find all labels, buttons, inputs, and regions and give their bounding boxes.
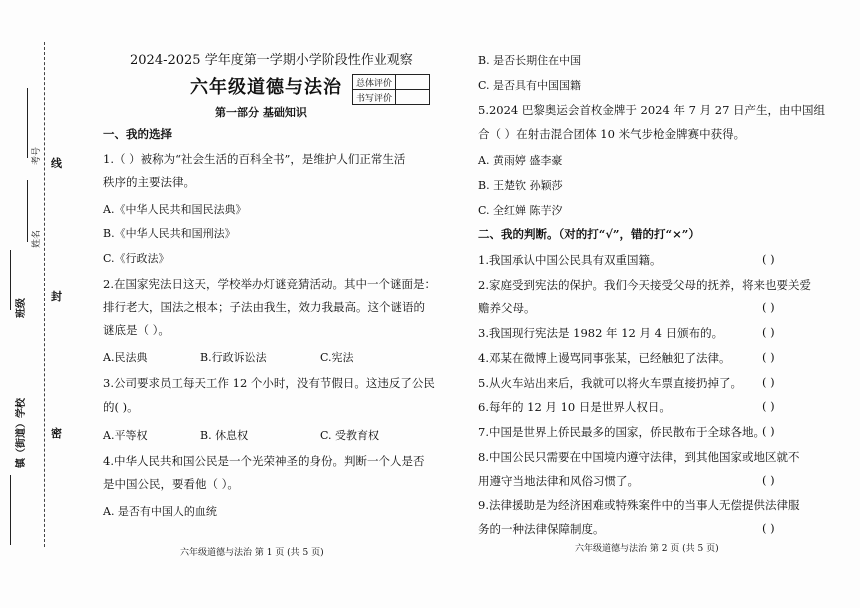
judge-1-text: 1.我国承认中国公民具有双重国籍。 <box>478 253 662 267</box>
seal-char-seal: 封 <box>51 290 62 303</box>
judge-8-paren[interactable]: ( ) <box>762 473 775 487</box>
q5-option-a: A. 黄雨婷 盛李豪 <box>478 154 563 167</box>
q3-option-a: A.平等权 <box>103 429 148 442</box>
q4-line2: 是中国公民，要看他（ ）。 <box>103 477 239 491</box>
judge-9-cont: 务的一种法律保障制度。 <box>478 522 605 536</box>
judge-7-paren[interactable]: ( ) <box>762 424 775 438</box>
school-label: 镇（街道）学校 <box>16 398 27 468</box>
q3-line1: 3.公司要求员工每天工作 12 个小时，没有节假日。这违反了公民 <box>103 376 435 390</box>
judge-1-paren[interactable]: ( ) <box>762 252 775 266</box>
judge-3-text: 3.我国现行宪法是 1982 年 12 月 4 日颁布的。 <box>478 326 724 340</box>
q3-option-b: B. 休息权 <box>200 429 249 442</box>
class-blank <box>10 250 11 310</box>
page1-footer: 六年级道德与法治 第 1 页 (共 5 页) <box>180 548 324 558</box>
judge-5-text: 5.从火车站出来后，我就可以将火车票直接扔掉了。 <box>478 376 742 390</box>
q4-option-c: C. 是否具有中国国籍 <box>478 79 582 92</box>
q4-line1: 4.中华人民共和国公民是一个光荣神圣的身份。判断一个人是否 <box>103 454 425 468</box>
seal-char-line: 线 <box>51 157 62 170</box>
eval-total-label: 总体评价 <box>353 75 396 90</box>
q1-option-c: C.《行政法》 <box>103 252 170 265</box>
page2-footer: 六年级道德与法治 第 2 页 (共 5 页) <box>575 544 719 554</box>
section1-title: 一、我的选择 <box>103 127 172 141</box>
q2-line2: 排行老大，国法之根本；子法由我生，效力我最高。这个谜语的 <box>103 300 425 314</box>
judge-8-cont: 用遵守当地法律和风俗习惯了。 <box>478 474 639 488</box>
exam-title: 2024-2025 学年度第一学期小学阶段性作业观察 <box>130 53 413 68</box>
q4-option-b: B. 是否长期住在中国 <box>478 54 582 67</box>
q4-option-a: A. 是否有中国人的血统 <box>103 505 217 518</box>
q5-line2: 合（ ）在射击混合团体 10 米气步枪金牌赛中获得。 <box>478 127 746 141</box>
q1-option-a: A.《中华人民共和国民法典》 <box>103 203 247 216</box>
judge-8-text: 8.中国公民只需要在中国境内遵守法律，到其他国家或地区就不 <box>478 450 800 464</box>
q1-line1: 1.（ ）被称为“社会生活的百科全书”，是维护人们正常生活 <box>103 152 406 166</box>
q2-line1: 2.在国家宪法日这天，学校举办灯谜竞猜活动。其中一个谜面是： <box>103 277 436 291</box>
section2-title: 二、我的判断。（对的打“√”，错的打“×”） <box>478 227 700 241</box>
q1-option-b: B.《中华人民共和国刑法》 <box>103 227 236 240</box>
q1-line2: 秩序的主要法律。 <box>103 175 195 189</box>
judge-4-paren[interactable]: ( ) <box>762 350 775 364</box>
eval-writing-label: 书写评价 <box>353 90 396 105</box>
judge-3-paren[interactable]: ( ) <box>762 325 775 339</box>
judge-2-paren[interactable]: ( ) <box>762 300 775 314</box>
q2-option-c: C.宪法 <box>320 351 354 364</box>
name-label: 姓名 <box>32 229 42 248</box>
q5-line1: 5.2024 巴黎奥运会首枚金牌于 2024 年 7 月 27 日产生，由中国组 <box>478 103 826 117</box>
name-blank <box>27 180 28 242</box>
judge-4-text: 4.邓某在微博上谩骂同事张某，已经触犯了法律。 <box>478 351 731 365</box>
school-blank <box>10 475 11 545</box>
q5-option-c: C. 全红婵 陈芋汐 <box>478 204 563 217</box>
exam-no-blank <box>27 88 28 158</box>
q5-option-b: B. 王楚钦 孙颖莎 <box>478 179 563 192</box>
judge-2-text: 2.家庭受到宪法的保护。我们今天接受父母的抚养，将来也要关爱 <box>478 278 811 292</box>
evaluation-table <box>352 74 430 105</box>
judge-7-text: 7.中国是世界上侨民最多的国家，侨民散布于全球各地。 <box>478 425 765 439</box>
judge-6-text: 6.每年的 12 月 10 日是世界人权日。 <box>478 400 671 414</box>
judge-6-paren[interactable]: ( ) <box>762 399 775 413</box>
part-title: 第一部分 基础知识 <box>215 106 307 119</box>
subject-title: 六年级道德与法治 <box>190 77 342 98</box>
judge-2-cont: 赡养父母。 <box>478 301 536 315</box>
judge-9-text: 9.法律援助是为经济困难或特殊案件中的当事人无偿提供法律服 <box>478 498 800 512</box>
class-label: 班级 <box>16 298 27 318</box>
q3-line2: 的( )。 <box>103 400 139 414</box>
q2-option-a: A.民法典 <box>103 351 148 364</box>
eval-writing-box[interactable] <box>396 90 430 105</box>
eval-total-box[interactable] <box>396 75 430 90</box>
seal-char-secret: 密 <box>51 427 62 440</box>
binding-dashed-line <box>44 42 45 547</box>
q3-option-c: C. 受教育权 <box>320 429 380 442</box>
exam-no-label: 考号 <box>32 146 42 165</box>
judge-9-paren[interactable]: ( ) <box>762 521 775 535</box>
q2-line3: 谜底是（ ）。 <box>103 323 170 337</box>
q2-option-b: B.行政诉讼法 <box>200 351 267 364</box>
judge-5-paren[interactable]: ( ) <box>762 375 775 389</box>
